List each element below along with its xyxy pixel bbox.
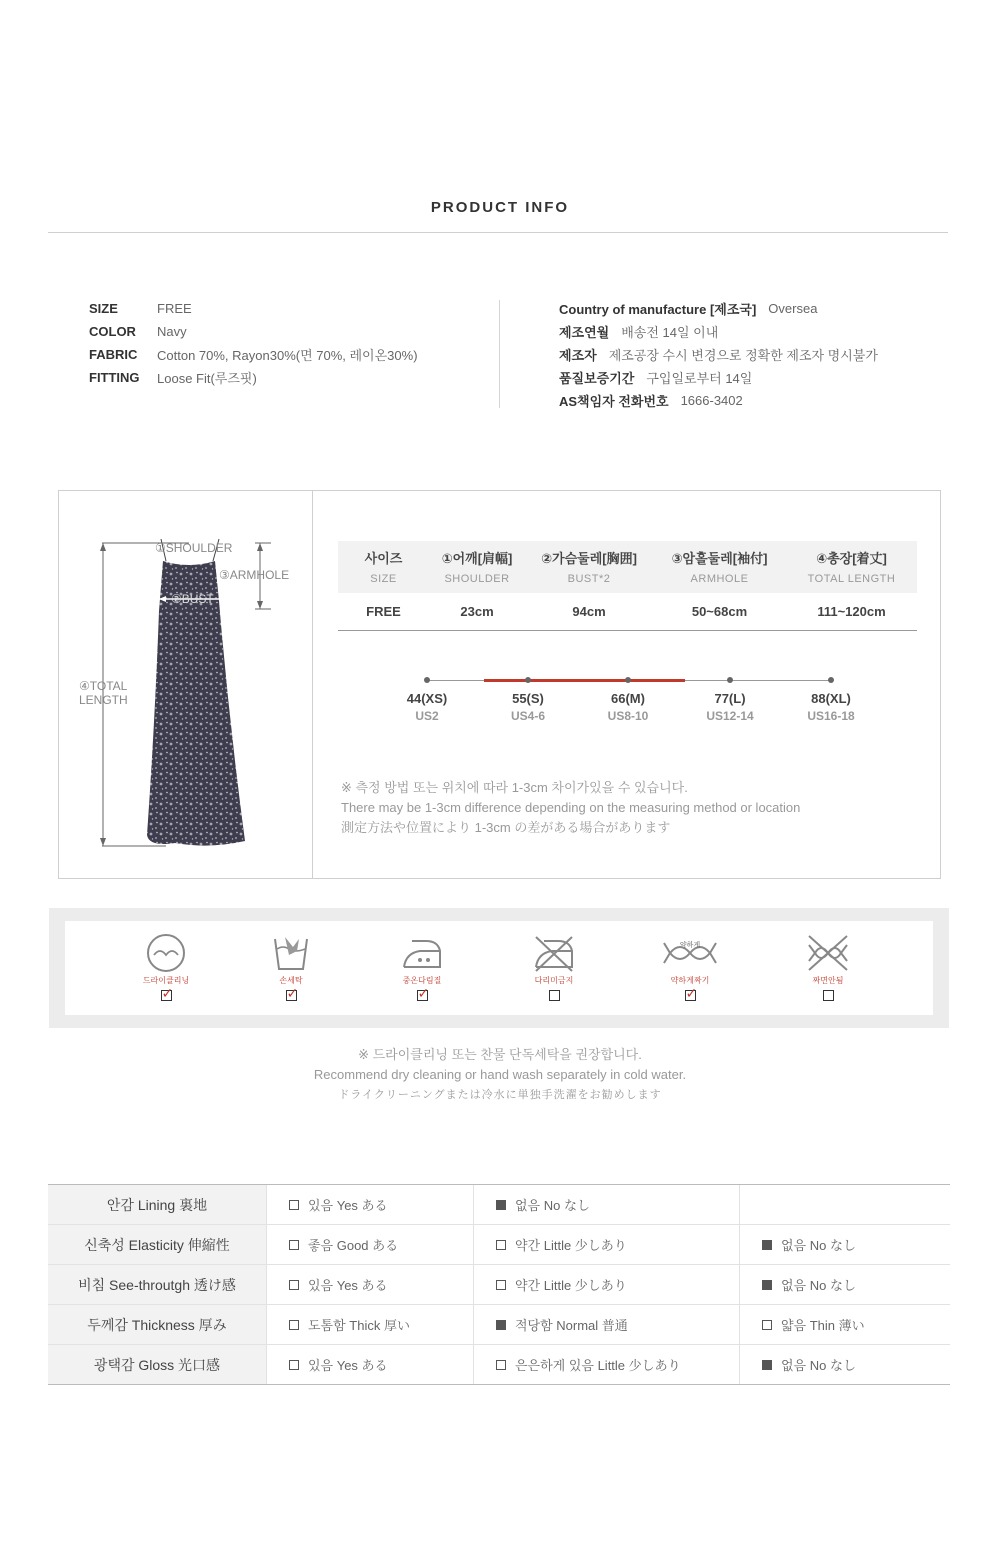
info-value: Cotton 70%, Rayon30%(면 70%, 레이온30%) [157,348,418,363]
size-scale [369,667,869,737]
info-label: AS책임자 전화번호 [559,394,669,409]
check-icon: ✓ [685,985,698,1001]
option-text: 얇음 Thin 薄い [781,1318,865,1333]
page-title: PRODUCT INFO [430,199,570,216]
material-option [266,1305,473,1344]
title-divider [48,232,948,233]
unchecked-box-icon [496,1360,506,1370]
care-checkbox [417,985,430,1001]
cell-bust: 94cm [572,604,606,619]
info-value: Oversea [768,301,818,316]
scale-dot [727,677,733,683]
option-text: 없음 No なし [781,1358,856,1373]
material-option [266,1345,473,1384]
checked-box-icon [762,1280,772,1290]
size-guide-box [58,490,941,879]
scale-size-name: 44(XS) [406,691,448,706]
unchecked-box-icon [289,1280,299,1290]
info-row-as-phone [559,389,878,412]
scale-dot [625,677,631,683]
header-ko: ④총장[着丈] [816,551,887,566]
info-label: Country of manufacture [제조국] [559,302,757,317]
material-row-label: 안감 Lining 裏地 [48,1185,266,1224]
material-row-label: 두께감 Thickness 厚み [48,1305,266,1344]
header-bust [525,541,653,593]
care-label: 중온다림질 [402,976,442,985]
header-size [338,541,429,593]
option-text: 약간 Little 少しあり [515,1238,627,1253]
info-row-manufacture-date [559,320,878,343]
scale-size-name: 88(XL) [811,691,851,706]
wring-gently-text: 약하게 [679,941,701,949]
scale-item [690,677,770,723]
measurement-notes [341,778,800,838]
cell-total-length: 111~120cm [817,604,886,619]
checked-box-icon [762,1240,772,1250]
option-text: 약간 Little 少しあり [515,1278,627,1293]
care-note-ko: ※ 드라이클리닝 또는 찬물 단독세탁을 권장합니다. [358,1047,642,1062]
unchecked-box-icon [762,1320,772,1330]
scale-size-name: 55(S) [512,691,544,706]
material-option [739,1265,950,1304]
info-value: Loose Fit(루즈핏) [157,371,257,386]
care-label: 손세탁 [279,976,303,985]
header-en: SIZE [370,573,397,585]
check-icon: ✓ [161,985,174,1001]
scale-us-size: US2 [415,709,439,723]
care-note-ja: ドライクリーニングまたは冷水に単独手洗濯をお勧めします [338,1089,662,1101]
info-label: FITTING [89,370,140,385]
cell-armhole: 50~68cm [691,604,748,619]
header-ko: ①어깨[肩幅] [441,551,513,566]
scale-item [488,677,568,723]
info-value: 배송전 14일 이내 [621,325,719,340]
info-label: 제조연월 [559,325,610,340]
header-ko: ③암홀둘레[袖付] [671,551,768,566]
product-info-right [559,297,878,412]
option-text: 은은하게 있음 Little 少しあり [515,1358,681,1373]
scale-us-size: US12-14 [706,709,754,723]
care-checkbox [823,990,834,1001]
material-option [473,1225,739,1264]
header-armhole [653,541,786,593]
header-ko: 사이즈 [364,551,403,566]
option-text: 적당함 Normal 普通 [515,1318,628,1333]
info-row-fitting [89,366,418,389]
material-row-lining [48,1185,950,1225]
note-en: There may be 1-3cm difference depending on the measuring method or location [341,800,801,815]
info-label: FABRIC [89,347,138,362]
option-text: 있음 Yes ある [308,1278,388,1293]
shoulder-label: ①SHOULDER [155,541,233,555]
info-row-color [89,320,418,343]
scale-size-name: 66(M) [611,691,645,706]
checked-box-icon [762,1360,772,1370]
bust-label: ②BUST [171,592,214,606]
header-en: BUST*2 [567,573,611,585]
info-label: 제조자 [559,348,597,363]
unchecked-box-icon [496,1240,506,1250]
check-icon: ✓ [286,985,299,1001]
info-row-warranty [559,366,878,389]
info-row-size [89,297,418,320]
care-checkbox [685,985,698,1001]
total-length-label-2: LENGTH [79,693,128,707]
info-row-country [559,297,878,320]
product-info-left [89,297,418,389]
header-en: TOTAL LENGTH [807,573,896,585]
header-ko: ②가슴둘레[胸囲] [541,551,637,566]
dry-clean-icon [144,933,188,973]
header-shoulder [429,541,525,593]
size-table-row [338,593,917,631]
care-checkbox [161,985,174,1001]
info-value: 제조공장 수시 변경으로 정확한 제조자 명시불가 [608,348,878,363]
size-table-header [338,541,917,593]
care-checkbox [549,990,560,1001]
material-option [739,1305,950,1344]
option-text: 도톰함 Thick 厚い [308,1318,410,1333]
scale-item [387,677,467,723]
note-ja: 測定方法や位置により 1-3cm の差がある場合があります [341,820,671,835]
option-text: 있음 Yes ある [308,1198,388,1213]
info-label: SIZE [89,301,118,316]
info-value: Navy [157,324,187,339]
care-section [49,908,949,1028]
material-option [473,1185,739,1224]
care-item-hand-wash [256,933,326,1001]
cell-size: FREE [366,604,401,619]
material-option [473,1305,739,1344]
header-en: SHOULDER [444,573,510,585]
scale-us-size: US8-10 [607,709,649,723]
material-option [266,1185,473,1224]
info-value: FREE [157,301,192,316]
no-wring-icon [803,933,853,973]
option-text: 없음 No なし [515,1198,590,1213]
dress-measure-diagram [59,491,312,878]
scale-us-size: US16-18 [807,709,855,723]
care-note-en: Recommend dry cleaning or hand wash separately in cold water. [313,1067,687,1082]
material-option [473,1345,739,1384]
material-option [739,1345,950,1384]
unchecked-box-icon [496,1280,506,1290]
care-item-wring-gently [655,933,725,1001]
material-table [48,1184,950,1385]
scale-size-name: 77(L) [714,691,746,706]
care-item-no-wring [793,933,863,1001]
material-row-gloss [48,1345,950,1385]
care-label: 짜면안됨 [812,976,844,985]
info-divider [499,300,500,408]
unchecked-box-icon [289,1360,299,1370]
armhole-label: ③ARMHOLE [219,568,290,582]
unchecked-box-icon [289,1200,299,1210]
cell-shoulder: 23cm [460,604,494,619]
material-option [739,1225,950,1264]
wring-gently-icon [660,933,720,973]
info-label: COLOR [89,324,136,339]
total-length-label-1: ④TOTAL [79,679,128,693]
checked-box-icon [496,1200,506,1210]
scale-dot [828,677,834,683]
material-option [266,1265,473,1304]
material-option [473,1265,739,1304]
care-label: 다리미금지 [534,976,574,985]
scale-dot [424,677,430,683]
option-text: 있음 Yes ある [308,1358,388,1373]
material-row-elasticity [48,1225,950,1265]
care-panel [65,921,933,1015]
option-text: 좋음 Good ある [308,1238,399,1253]
material-option [266,1225,473,1264]
material-row-label: 신축성 Elasticity 伸縮性 [48,1225,266,1264]
care-label: 드라이클리닝 [142,976,190,985]
info-row-manufacturer [559,343,878,366]
check-icon: ✓ [417,985,430,1001]
material-row-label: 광택감 Gloss 光口感 [48,1345,266,1384]
no-iron-icon [532,933,576,973]
info-row-fabric [89,343,418,366]
care-checkbox [286,985,299,1001]
note-ko: ※ 측정 방법 또는 위치에 따라 1-3cm 차이가있을 수 있습니다. [341,780,688,795]
care-note [0,1045,1000,1105]
option-text: 없음 No なし [781,1278,856,1293]
scale-dot [525,677,531,683]
option-text: 없음 No なし [781,1238,856,1253]
care-item-no-iron [519,933,589,1001]
iron-medium-icon [400,933,444,973]
info-value: 1666-3402 [680,393,743,408]
care-item-iron-medium [387,933,457,1001]
care-label: 약하게짜기 [670,976,710,985]
material-option-empty [739,1185,950,1224]
hand-wash-icon [269,933,313,973]
header-total-length [786,541,917,593]
material-row-thickness [48,1305,950,1345]
material-row-see-through [48,1265,950,1305]
unchecked-box-icon [289,1320,299,1330]
scale-item [588,677,668,723]
unchecked-box-icon [289,1240,299,1250]
scale-item [791,677,871,723]
size-box-divider [312,491,313,878]
info-label: 품질보증기간 [559,371,635,386]
size-table [338,541,917,631]
checked-box-icon [496,1320,506,1330]
info-value: 구입일로부터 14일 [646,371,753,386]
header-en: ARMHOLE [690,573,749,585]
care-item-dry-clean [131,933,201,1001]
scale-us-size: US4-6 [510,709,545,723]
material-row-label: 비침 See-throutgh 透け感 [48,1265,266,1304]
